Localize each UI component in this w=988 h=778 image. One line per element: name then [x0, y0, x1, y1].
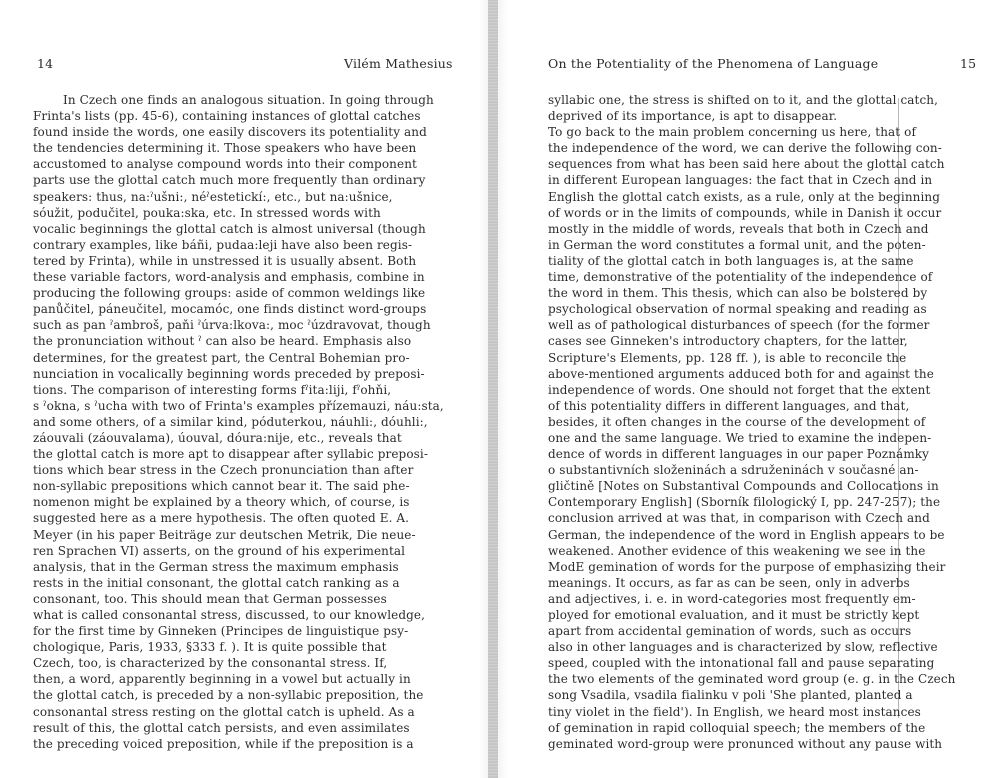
- text-line: tions. The comparison of interesting forms fˀita:liji, fˀohňi,: [33, 382, 392, 397]
- text-line: weakened. Another evidence of this weakening we see in the: [548, 543, 926, 558]
- right-page: [498, 0, 988, 778]
- text-line: the pronunciation without ˀ can also be heard. Emphasis also: [33, 334, 412, 349]
- text-line: non-syllabic prepositions which cannot bear it. The said phe-: [33, 479, 410, 494]
- text-line: besides, it often changes in the course of the development of: [548, 414, 926, 429]
- text-line: contrary examples, like báñi, pudaa:leji have also been regis-: [33, 237, 413, 252]
- text-line: above-mentioned arguments adduced both for and against the: [548, 366, 934, 381]
- text-line: ModE gemination of words for the purpose of emphasizing their: [548, 559, 946, 574]
- text-line: found inside the words, one easily discovers its potentiality and: [33, 125, 427, 140]
- text-line: meanings. It occurs, as far as can be seen, only in adverbs: [548, 575, 910, 590]
- text-line: the preceding voiced preposition, while if the preposition is a: [33, 736, 414, 751]
- page-number-left: 14: [37, 56, 54, 71]
- text-line: tions which bear stress in the Czech pronunciation than after: [33, 463, 414, 478]
- text-line: what is called consonantal stress, discussed, to our knowledge,: [33, 608, 426, 622]
- text-line: the word in them. This thesis, which can also be bolstered by: [548, 286, 928, 301]
- text-line: the independence of the word, we can derive the following con-: [548, 141, 942, 156]
- text-line: the glottal catch, is preceded by a non-syllabic preposition, the: [33, 688, 424, 703]
- text-line: of this potentiality differs in different languages, and that,: [548, 398, 910, 413]
- text-line: psychological observation of normal speaking and reading as: [548, 302, 927, 317]
- text-line: Meyer (in his paper Beiträge zur deutschen Metrik, Die neue-: [33, 527, 416, 542]
- text-line: one and the same language. We tried to examine the indepen-: [548, 430, 932, 445]
- running-head-right: On the Potentiality of the Phenomena of Language: [548, 56, 879, 71]
- text-line: mostly in the middle of words, reveals that both in Czech and: [548, 221, 929, 236]
- text-line: accustomed to analyse compound words into their component: [33, 157, 417, 172]
- left-page-body: [33, 92, 473, 752]
- text-line: speakers: thus, na:ˀušni:, néˀestetickí:, etc., but na:ušnice,: [33, 189, 393, 204]
- text-line: producing the following groups: aside of common weldings like: [33, 286, 426, 301]
- text-line: Contemporary English] (Sborník filologický I, pp. 247-257); the: [548, 495, 941, 510]
- text-line: well as of pathological disturbances of speech (for the former: [548, 318, 930, 333]
- text-line: of gemination in rapid colloquial speech; the members of the: [548, 720, 926, 735]
- text-line: sóužit, podučitel, pouka:ska, etc. In stressed words with: [33, 205, 381, 220]
- text-line: consonantal stress resting on the glottal catch is upheld. As a: [33, 704, 415, 719]
- text-line: In Czech one finds an analogous situation. In going through: [63, 93, 434, 107]
- text-line: also in other languages and is characterized by slow, reflective: [548, 640, 938, 655]
- text-line: o substantivních složeninách a sdruženinách v současné an-: [548, 463, 919, 478]
- text-line: and some others, of a similar kind, póduterkou, náuhli:, dóuhli:,: [33, 414, 428, 429]
- text-line: dence of words in different languages in our paper Poznámky: [548, 447, 930, 462]
- text-line: Frinta's lists (pp. 45-6), containing instances of glottal catches: [33, 109, 421, 124]
- text-line: song Vsadila, vsadila fialinku v poli 'She planted, planted a: [548, 688, 913, 703]
- text-line: panůčitel, páneučitel, mocamóc, one finds distinct word-groups: [33, 302, 427, 317]
- text-line: Czech, too, is characterized by the consonantal stress. If,: [33, 656, 388, 671]
- text-line: in different European languages: the fact that in Czech and in: [548, 173, 933, 188]
- text-line: gličtině [Notes on Substantival Compounds and Collocations in: [548, 479, 939, 494]
- right-page-body: [548, 92, 973, 752]
- text-line: ren Sprachen VI) asserts, on the ground of his experimental: [33, 543, 406, 558]
- text-line: sequences from what has been said here about the glottal catch: [548, 157, 945, 172]
- text-line: analysis, that in the German stress the maximum emphasis: [33, 559, 399, 574]
- text-line: conclusion arrived at was that, in comparison with Czech and: [548, 511, 930, 526]
- text-line: consonant, too. This should mean that German possesses: [33, 591, 387, 606]
- text-line: in German the word constitutes a formal unit, and the poten-: [548, 237, 926, 252]
- text-line: the tendencies determining it. Those speakers who have been: [33, 141, 417, 156]
- text-line: of words or in the limits of compounds, while in Danish it occur: [548, 205, 942, 220]
- text-line: chologique, Paris, 1933, §333 f. ). It is quite possible that: [33, 640, 387, 655]
- page-number-right: 15: [960, 56, 977, 71]
- text-line: deprived of its importance, is apt to disappear.: [548, 109, 838, 124]
- text-line: apart from accidental gemination of words, such as occurs: [548, 624, 912, 639]
- text-line: To go back to the main problem concerning us here, that of: [548, 125, 917, 140]
- text-line: the two elements of the geminated word group (e. g. in the Czech: [548, 672, 956, 687]
- text-line: English the glottal catch exists, as a rule, only at the beginning: [548, 189, 941, 204]
- text-line: tiality of the glottal catch in both languages is, at the same: [548, 253, 914, 268]
- text-line: ployed for emotional evaluation, and it must be strictly kept: [548, 608, 920, 622]
- text-line: and adjectives, i. e. in word-categories most frequently em-: [548, 591, 916, 606]
- text-line: for the first time by Ginneken (Principes de linguistique psy-: [33, 624, 409, 639]
- text-line: tiny violet in the field'). In English, we heard most instances: [548, 704, 921, 719]
- text-line: suggested here as a mere hypothesis. The often quoted E. A.: [33, 511, 410, 526]
- book-gutter: [488, 0, 498, 778]
- text-line: s ˀokna, s ˀucha with two of Frinta's examples přízemauzi, náu:sta,: [33, 398, 444, 413]
- text-line: cases see Ginneken's introductory chapters, for the latter,: [548, 334, 908, 349]
- text-line: parts use the glottal catch much more frequently than ordinary: [33, 173, 426, 188]
- left-page: [0, 0, 488, 778]
- text-line: nomenon might be explained by a theory which, of course, is: [33, 495, 410, 510]
- text-line: Scripture's Elements, pp. 128 ff. ), is able to reconcile the: [548, 350, 907, 365]
- text-line: geminated word-group were pronunced without any pause with: [548, 736, 943, 751]
- text-line: such as pan ˀambroš, paňi ˀúrva:lkova:, moc ˀúzdravovat, though: [33, 318, 431, 333]
- text-line: German, the independence of the word in English appears to be: [548, 527, 945, 542]
- running-head-left: Vilém Mathesius: [344, 56, 453, 71]
- text-line: tered by Frinta), while in unstressed it is usually absent. Both: [33, 253, 417, 268]
- text-line: time, demonstrative of the potentiality of the independence of: [548, 270, 933, 285]
- text-line: syllabic one, the stress is shifted on to it, and the glottal catch,: [548, 93, 939, 107]
- text-line: result of this, the glottal catch persists, and even assimilates: [33, 720, 410, 735]
- text-line: záouvali (záouvalama), úouval, dóura:nije, etc., reveals that: [33, 430, 402, 445]
- text-line: these variable factors, word-analysis and emphasis, combine in: [33, 270, 425, 285]
- text-line: the glottal catch is more apt to disappear after syllabic preposi-: [33, 447, 428, 462]
- text-line: vocalic beginnings the glottal catch is almost universal (though: [33, 221, 426, 236]
- text-line: rests in the initial consonant, the glottal catch ranking as a: [33, 575, 400, 590]
- text-line: nunciation in vocalically beginning words preceded by preposi-: [33, 366, 425, 381]
- text-line: independence of words. One should not forget that the extent: [548, 382, 931, 397]
- text-line: determines, for the greatest part, the Central Bohemian pro-: [33, 350, 410, 365]
- text-line: then, a word, apparently beginning in a vowel but actually in: [33, 672, 411, 687]
- text-line: speed, coupled with the intonational fall and pause separating: [548, 656, 935, 671]
